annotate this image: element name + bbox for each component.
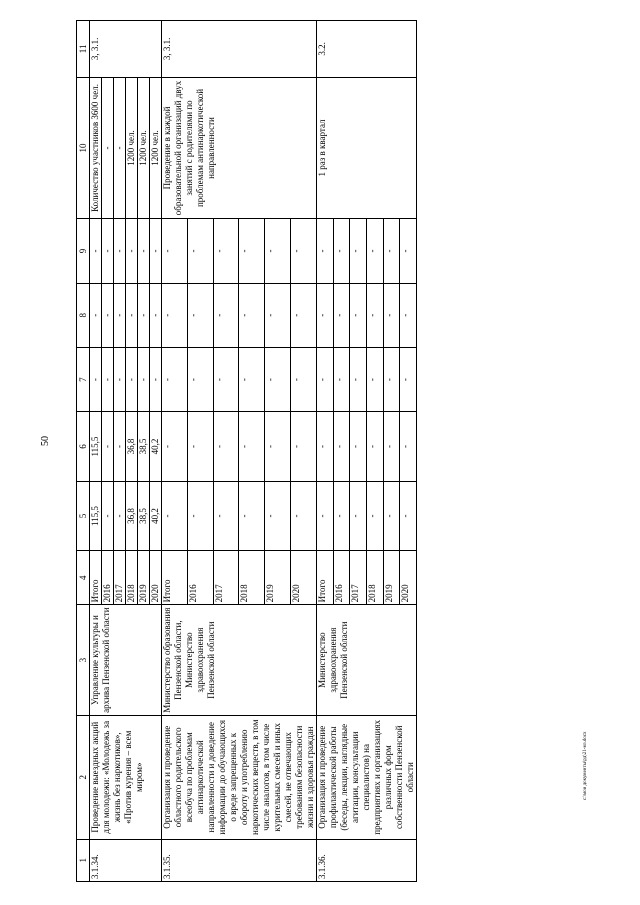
regional-budget-cell: - (162, 412, 188, 481)
header-row (77, 21, 90, 882)
federal-budget-cell: - (102, 347, 114, 411)
header-cell: 7 (77, 347, 90, 411)
indicator-cell: - (114, 77, 126, 219)
local-budget-cell: - (187, 283, 213, 347)
measure-name: Проведение выездных акций для молодежи: «Молодежь за жизнь без наркотиков», «Против курения – всем миром» (90, 715, 162, 839)
federal-budget-cell: - (291, 347, 317, 411)
federal-budget-cell: - (350, 347, 367, 411)
table-row (162, 21, 188, 882)
file-path-footer: с:\мои документы\рд\21-мз.docx (583, 731, 588, 800)
local-budget-cell: - (383, 283, 400, 347)
federal-budget-cell: - (138, 347, 150, 411)
total-funding-cell: - (239, 481, 265, 550)
local-budget-cell: - (138, 283, 150, 347)
local-budget-cell: - (162, 283, 188, 347)
measure-executor: Министерство здравоохранения Пензенской области (317, 605, 417, 716)
target-link-cell: 3, 3.1. (90, 21, 162, 78)
extrabudget-cell: - (187, 219, 213, 283)
measure-executor: Министерство образования Пензенской области, Министерство здравоохранения Пензенской области (162, 605, 317, 716)
regional-budget-cell: - (317, 412, 334, 481)
year-cell: 2018 (239, 551, 265, 605)
year-cell: 2017 (114, 551, 126, 605)
total-funding-cell: - (317, 481, 334, 550)
regional-budget-cell: 40,2 (150, 412, 162, 481)
year-cell: 2020 (400, 551, 417, 605)
extrabudget-cell: - (350, 219, 367, 283)
extrabudget-cell: - (317, 219, 334, 283)
regional-budget-cell: - (239, 412, 265, 481)
measure-executor: Управление культуры и архива Пензенской области (90, 605, 162, 716)
total-funding-cell: - (102, 481, 114, 550)
federal-budget-cell: - (333, 347, 350, 411)
total-funding-cell: - (213, 481, 239, 550)
measure-name: Организация и проведение профилактической работы (беседы, лекции, наглядные агитации, консультации специалистов) на предприятиях и организациях различных форм собственности Пензенской области (317, 715, 417, 839)
rotated-table-sheet (76, 20, 584, 882)
regional-budget-cell: - (114, 412, 126, 481)
regional-budget-cell: - (102, 412, 114, 481)
federal-budget-cell: - (383, 347, 400, 411)
year-cell: Итого (90, 551, 102, 605)
total-funding-cell: - (366, 481, 383, 550)
regional-budget-cell: - (383, 412, 400, 481)
measure-code: 3.1.36. (317, 839, 417, 881)
local-budget-cell: - (400, 283, 417, 347)
local-budget-cell: - (239, 283, 265, 347)
local-budget-cell: - (102, 283, 114, 347)
year-cell: Итого (162, 551, 188, 605)
header-cell: 3 (77, 605, 90, 716)
federal-budget-cell: - (114, 347, 126, 411)
extrabudget-cell: - (138, 219, 150, 283)
local-budget-cell: - (150, 283, 162, 347)
total-funding-cell: - (162, 481, 188, 550)
regional-budget-cell: 115,5 (90, 412, 102, 481)
table-row (317, 21, 334, 882)
extrabudget-cell: - (90, 219, 102, 283)
extrabudget-cell: - (333, 219, 350, 283)
year-cell: Итого (317, 551, 334, 605)
header-cell: 2 (77, 715, 90, 839)
year-cell: 2017 (350, 551, 367, 605)
total-funding-cell: 38,5 (138, 481, 150, 550)
extrabudget-cell: - (114, 219, 126, 283)
federal-budget-cell: - (400, 347, 417, 411)
indicator-cell: 1200 чел. (126, 77, 138, 219)
federal-budget-cell: - (213, 347, 239, 411)
extrabudget-cell: - (366, 219, 383, 283)
target-link-cell: 3.2. (317, 21, 417, 78)
local-budget-cell: - (333, 283, 350, 347)
federal-budget-cell: - (126, 347, 138, 411)
total-funding-cell: - (383, 481, 400, 550)
total-funding-cell: 115,5 (90, 481, 102, 550)
total-funding-cell: - (291, 481, 317, 550)
regional-budget-cell: - (333, 412, 350, 481)
year-cell: 2018 (126, 551, 138, 605)
regional-budget-cell: 38,5 (138, 412, 150, 481)
year-cell: 2016 (102, 551, 114, 605)
header-cell: 8 (77, 283, 90, 347)
target-link-cell: 3, 3.1. (162, 21, 317, 78)
local-budget-cell: - (114, 283, 126, 347)
extrabudget-cell: - (102, 219, 114, 283)
header-cell: 4 (77, 551, 90, 605)
extrabudget-cell: - (162, 219, 188, 283)
year-cell: 2018 (366, 551, 383, 605)
regional-budget-cell: - (366, 412, 383, 481)
local-budget-cell: - (126, 283, 138, 347)
local-budget-cell: - (317, 283, 334, 347)
total-funding-cell: - (187, 481, 213, 550)
indicator-cell: 1200 чел. (150, 77, 162, 219)
year-cell: 2019 (383, 551, 400, 605)
total-funding-cell: - (333, 481, 350, 550)
federal-budget-cell: - (317, 347, 334, 411)
local-budget-cell: - (90, 283, 102, 347)
local-budget-cell: - (213, 283, 239, 347)
total-funding-cell: - (400, 481, 417, 550)
extrabudget-cell: - (291, 219, 317, 283)
header-cell: 5 (77, 481, 90, 550)
table-row (90, 21, 102, 882)
measure-code: 3.1.34. (90, 839, 162, 881)
local-budget-cell: - (265, 283, 291, 347)
federal-budget-cell: - (366, 347, 383, 411)
indicator-cell: 1200 чел. (138, 77, 150, 219)
local-budget-cell: - (350, 283, 367, 347)
total-funding-cell: - (114, 481, 126, 550)
extrabudget-cell: - (239, 219, 265, 283)
regional-budget-cell: - (213, 412, 239, 481)
total-funding-cell: 40,2 (150, 481, 162, 550)
year-cell: 2017 (213, 551, 239, 605)
total-funding-cell: 36,8 (126, 481, 138, 550)
year-cell: 2020 (291, 551, 317, 605)
regional-budget-cell: - (400, 412, 417, 481)
extrabudget-cell: - (213, 219, 239, 283)
year-cell: 2020 (150, 551, 162, 605)
federal-budget-cell: - (239, 347, 265, 411)
indicator-cell: - (102, 77, 114, 219)
total-funding-cell: - (350, 481, 367, 550)
federal-budget-cell: - (187, 347, 213, 411)
federal-budget-cell: - (265, 347, 291, 411)
header-cell: 6 (77, 412, 90, 481)
federal-budget-cell: - (162, 347, 188, 411)
indicator-cell: 1 раз в квартал (317, 77, 417, 219)
year-cell: 2016 (187, 551, 213, 605)
extrabudget-cell: - (126, 219, 138, 283)
total-funding-cell: - (265, 481, 291, 550)
indicator-cell: Проведение в каждой образовательной организаций двух занятий с родителями по проблемам антинаркотической направленности (162, 77, 317, 219)
year-cell: 2016 (333, 551, 350, 605)
page-number: 50 (40, 436, 51, 446)
regional-budget-cell: - (291, 412, 317, 481)
header-cell: 11 (77, 21, 90, 78)
extrabudget-cell: - (150, 219, 162, 283)
local-budget-cell: - (366, 283, 383, 347)
regional-budget-cell: - (187, 412, 213, 481)
local-budget-cell: - (291, 283, 317, 347)
year-cell: 2019 (265, 551, 291, 605)
header-cell: 10 (77, 77, 90, 219)
regional-budget-cell: - (350, 412, 367, 481)
extrabudget-cell: - (265, 219, 291, 283)
extrabudget-cell: - (383, 219, 400, 283)
year-cell: 2019 (138, 551, 150, 605)
header-cell: 1 (77, 839, 90, 881)
program-table (76, 20, 417, 882)
extrabudget-cell: - (400, 219, 417, 283)
measure-name: Организация и проведение областного родительского всеобуча по проблемам антинаркотической направленности и доведение информации до обучающихся о вреде запрещенных к обороту и употреблению наркотических веществ, в том числе аналогов, в том числе курительных смесей и иных смесей, не отвечающих требованиям безопасности жизни и здоровья граждан (162, 715, 317, 839)
regional-budget-cell: 36,8 (126, 412, 138, 481)
measure-code: 3.1.35. (162, 839, 317, 881)
header-cell: 9 (77, 219, 90, 283)
regional-budget-cell: - (265, 412, 291, 481)
federal-budget-cell: - (150, 347, 162, 411)
federal-budget-cell: - (90, 347, 102, 411)
indicator-cell: Количество участников 3600 чел. (90, 77, 102, 219)
